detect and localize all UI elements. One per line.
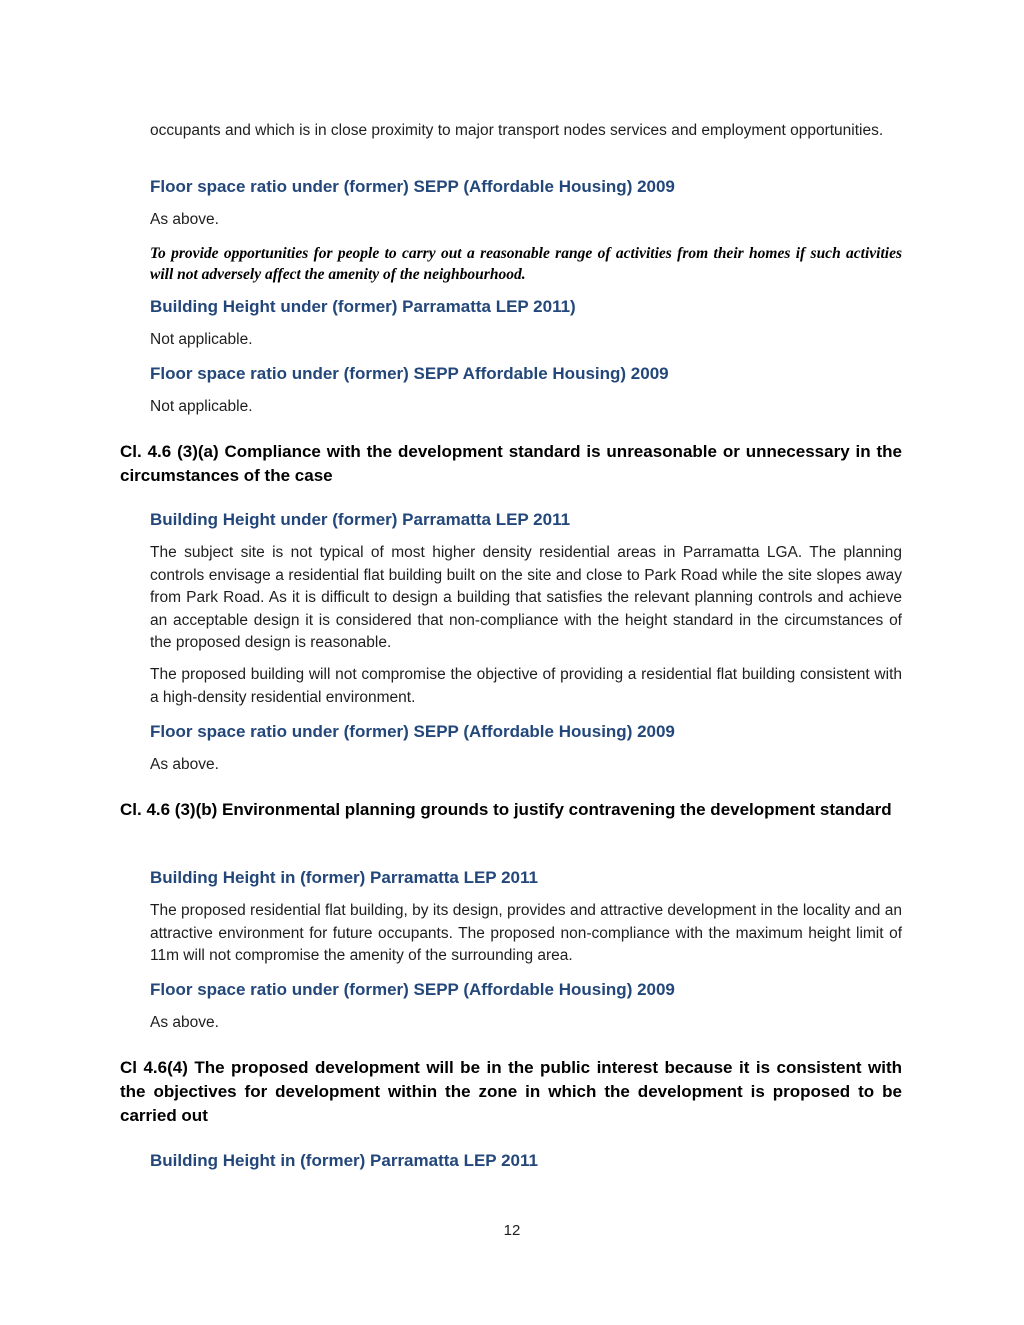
subheading-fsr: Floor space ratio under (former) SEPP (Affordable Housing) 2009 xyxy=(150,980,675,999)
paragraph-as-above: As above. xyxy=(150,756,219,773)
zone-objective: To provide opportunities for people to carry out a reasonable range of activities from their homes if such activities will not adversely affect the amenity of the neighbourhood. xyxy=(150,245,902,283)
subheading-fsr: Floor space ratio under (former) SEPP (Affordable Housing) 2009 xyxy=(150,177,675,196)
paragraph-as-above: As above. xyxy=(150,1014,219,1031)
paragraph-as-above: As above. xyxy=(150,211,219,228)
page-number: 12 xyxy=(503,1222,521,1239)
subheading-building-height: Building Height in (former) Parramatta LEP 2011 xyxy=(150,1151,538,1170)
paragraph-not-applicable: Not applicable. xyxy=(150,331,253,348)
paragraph-continuation: occupants and which is in close proximity to major transport nodes services and employment opportunities. xyxy=(150,122,884,139)
paragraph-3b-grounds: The proposed residential flat building, by its design, provides and attractive development in the locality and an attractive environment for future occupants. The proposed non-compliance with the maximum height limit of 11m will not compromise the amenity of the surrounding area. xyxy=(150,902,902,964)
subheading-fsr: Floor space ratio under (former) SEPP Affordable Housing) 2009 xyxy=(150,364,669,383)
section-heading-4: Cl 4.6(4) The proposed development will be in the public interest because it is consistent with the objectives for development within the zone in which the development is proposed to be carried out xyxy=(120,1058,902,1125)
subheading-building-height: Building Height in (former) Parramatta LEP 2011 xyxy=(150,868,538,887)
subheading-building-height: Building Height under (former) Parramatta LEP 2011) xyxy=(150,297,576,316)
subheading-building-height: Building Height under (former) Parramatta LEP 2011 xyxy=(150,510,571,529)
section-heading-3b: Cl. 4.6 (3)(b) Environmental planning grounds to justify contravening the development standard xyxy=(120,800,892,819)
paragraph-3a-justification: The subject site is not typical of most higher density residential areas in Parramatta LGA. The planning controls envisage a residential flat building built on the site and close to Park Road while the site slopes away from Park Road. As it is difficult to design a building that satisfies the relevant planning controls and achieve an acceptable design it is considered that non-compliance with the height standard in the circumstances of the proposed design is reasonable. xyxy=(150,544,902,651)
section-heading-3a: Cl. 4.6 (3)(a) Compliance with the development standard is unreasonable or unnecessary in the circumstances of the case xyxy=(120,442,902,485)
paragraph-3a-objective: The proposed building will not compromise the objective of providing a residential flat building consistent with a high-density residential environment. xyxy=(150,666,902,706)
paragraph-not-applicable: Not applicable. xyxy=(150,398,253,415)
subheading-fsr: Floor space ratio under (former) SEPP (Affordable Housing) 2009 xyxy=(150,722,675,741)
